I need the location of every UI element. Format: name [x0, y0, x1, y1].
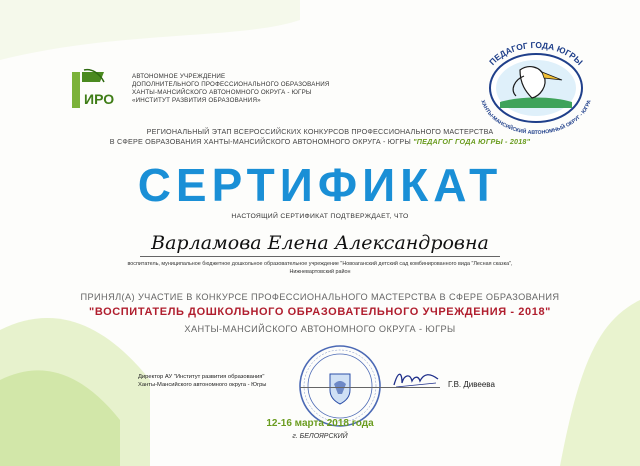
event-date: 12-16 марта 2018 года — [266, 418, 374, 429]
emblem-top-text: ПЕДАГОГ ГОДА ЮГРЫ — [487, 39, 585, 68]
recipient-desc-1: воспитатель, муниципальное бюджетное дошкольное образовательное учреждение "Новоаганский детский сад комбинированного вида "Лесная сказка", — [127, 261, 513, 267]
swoosh-top — [0, 0, 300, 60]
emblem-bottom-text: ХАНТЫ-МАНСИЙСКИЙ АВТОНОМНЫЙ ОКРУГ - ЮГРА — [479, 99, 593, 134]
org-line-4: «ИНСТИТУТ РАЗВИТИЯ ОБРАЗОВАНИЯ» — [132, 97, 261, 104]
participation-line: ПРИНЯЛ(А) УЧАСТИЕ В КОНКУРСЕ ПРОФЕССИОНАЛЬНОГО МАСТЕРСТВА В СФЕРЕ ОБРАЗОВАНИЯ — [80, 292, 560, 302]
org-line-2: ДОПОЛНИТЕЛЬНОГО ПРОФЕССИОНАЛЬНОГО ОБРАЗОВАНИЯ — [132, 81, 330, 88]
name-underline — [140, 256, 500, 257]
org-line-1: АВТОНОМНОЕ УЧРЕЖДЕНИЕ — [132, 73, 226, 80]
certificate-title: СЕРТИФИКАТ — [137, 159, 503, 211]
competition-line-2-text: В СФЕРЕ ОБРАЗОВАНИЯ ХАНТЫ-МАНСИЙСКОГО АВТОНОМНОГО ОКРУГА - ЮГРЫ — [109, 137, 411, 146]
competition-line-1: РЕГИОНАЛЬНЫЙ ЭТАП ВСЕРОССИЙСКИХ КОНКУРСОВ ПРОФЕССИОНАЛЬНОГО МАСТЕРСТВА — [146, 127, 494, 136]
signature-line — [300, 387, 440, 388]
region-line: ХАНТЫ-МАНСИЙСКОГО АВТОНОМНОГО ОКРУГА - ЮГРЫ — [184, 324, 456, 334]
director-line-2: Ханты-Мансийского автономного округа - Югры — [138, 382, 267, 388]
event-city: г. БЕЛОЯРСКИЙ — [292, 433, 348, 440]
competition-highlight: "ПЕДАГОГ ГОДА ЮГРЫ - 2018" — [413, 137, 531, 146]
competition-line-2 — [0, 137, 640, 146]
logo-text: ИРО — [84, 91, 115, 107]
pedagog-emblem — [470, 36, 602, 134]
handwritten-signature — [390, 365, 442, 393]
director-line-1: Директор АУ "Институт развития образования" — [138, 374, 265, 380]
signer-name: Г.В. Дивеева — [448, 380, 495, 389]
recipient-name: Варламова Елена Александровна — [151, 232, 489, 254]
nomination: "ВОСПИТАТЕЛЬ ДОШКОЛЬНОГО ОБРАЗОВАТЕЛЬНОГО УЧРЕЖДЕНИЯ - 2018" — [89, 306, 551, 318]
confirm-text: НАСТОЯЩИЙ СЕРТИФИКАТ ПОДТВЕРЖДАЕТ, ЧТО — [231, 213, 409, 220]
recipient-desc-2: Нижневартовский район — [289, 269, 351, 275]
iro-logo — [70, 68, 126, 112]
org-line-3: ХАНТЫ-МАНСИЙСКОГО АВТОНОМНОГО ОКРУГА - ЮГРЫ — [132, 89, 312, 96]
official-stamp — [298, 344, 382, 428]
